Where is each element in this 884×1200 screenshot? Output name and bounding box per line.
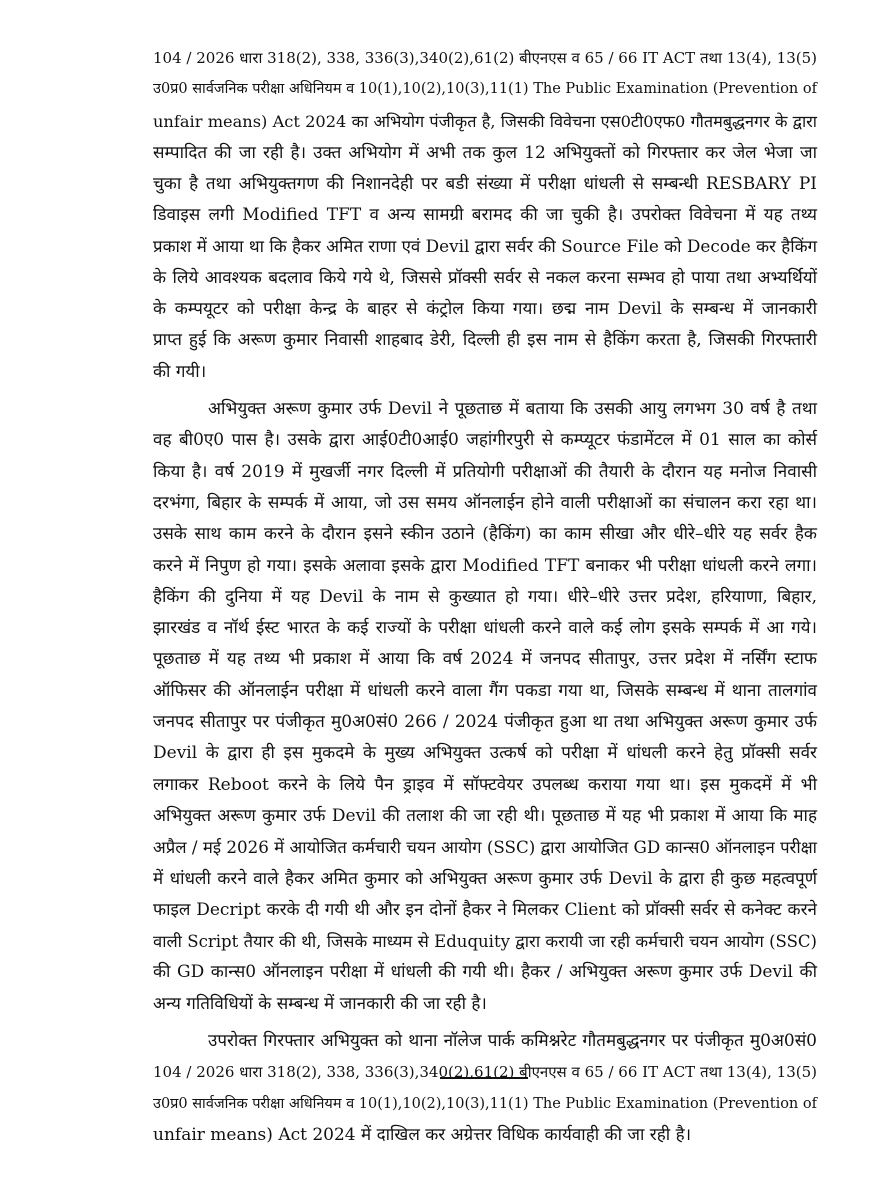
paragraph-2-line-10: ऑफिसर की ऑनलाईन परीक्षा में धांधली करने वाला गैंग पकडा गया था, जिसके सम्बन्ध में थाना तालगांव: [153, 681, 817, 701]
paragraph-2-line-5: उसके साथ काम करने के दौरान इसने स्कीन उठाने (हैकिंग) का काम सीखा और धीरे–धीरे यह सर्वर हैक: [153, 524, 817, 544]
paragraph-3-line-4: unfair means) Act 2024 में दाखिल कर अग्रेत्तर विधिक कार्यवाही की जा रही है।: [153, 1125, 692, 1145]
paragraph-2-line-4: दरभंगा, बिहार के सम्पर्क में आया, जो उस समय ऑनलाईन होने वाली परीक्षाओं का संचालन करा रहा था।: [153, 493, 817, 513]
paragraph-3-line-1: उपरोक्त गिरफ्तार अभियुक्त को थाना नॉलेज पार्क कमिश्नरेट गौतमबुद्धनगर पर पंजीकृत मु0अ0सं0: [208, 1031, 817, 1051]
paragraph-1-line-1: 104 / 2026 धारा 318(2), 338, 336(3),340(2),61(2) बीएनएस व 65 / 66 IT ACT तथा 13(4), 13(5): [153, 49, 817, 67]
paragraph-2-line-3: किया है। वर्ष 2019 में मुखर्जी नगर दिल्ली में प्रतियोगी परीक्षाओं की तैयारी के दौरान यह मनोज निवासी: [153, 462, 817, 482]
paragraph-2-line-17: फाइल Decript करके दी गयी थी और इन दोनों हैकर ने मिलकर Client को प्रॉक्सी सर्वर से कनेक्ट करने: [153, 900, 817, 920]
paragraph-3-line-2: 104 / 2026 धारा 318(2), 338, 336(3),340(2),61(2) बीएनएस व 65 / 66 IT ACT तथा 13(4), 13(5): [153, 1063, 817, 1081]
paragraph-1-line-7: प्रकाश में आया था कि हैकर अमित राणा एवं Devil द्वारा सर्वर की Source File को Decode कर हैकिंग: [153, 236, 817, 256]
paragraph-2-line-11: जनपद सीतापुर पर पंजीकृत मु0अ0सं0 266 / 2024 पंजीकृत हुआ था तथा अभियुक्त अरूण कुमार उर्फ: [153, 712, 817, 732]
paragraph-2-line-7: हैकिंग की दुनिया में यह Devil के नाम से कुख्यात हो गया। धीरे–धीरे उत्तर प्रदेश, हरियाणा, बिहार,: [153, 587, 817, 607]
paragraph-1-line-6: डिवाइस लगी Modified TFT व अन्य सामग्री बरामद की जा चुकी है। उपरोक्त विवेचना में यह तथ्य: [153, 205, 817, 225]
paragraph-2-line-16: में धांधली करने वाले हैकर अमित कुमार को अभियुक्त अरूण कुमार उर्फ Devil के द्वारा ही कुछ महत्वपूर्ण: [153, 869, 817, 889]
paragraph-2-line-9: पूछताछ में यह तथ्य भी प्रकाश में आया कि वर्ष 2024 में जनपद सीतापुर, उत्तर प्रदेश में नर्सिंग स्टाफ: [153, 649, 817, 669]
paragraph-2-line-13: लगाकर Reboot करने के लिये पैन ड्राइव में सॉफ्टवेयर उपलब्ध कराया गया था। इस मुकदमें में भी: [153, 775, 817, 795]
paragraph-2-line-6: करने में निपुण हो गया। इसके अलावा इसके द्वारा Modified TFT बनाकर भी परीक्षा धांधली करने लगा।: [153, 556, 817, 576]
paragraph-1-line-11: की गयी।: [153, 362, 207, 382]
paragraph-2-line-2: वह बी0ए0 पास है। उसके द्वारा आई0टी0आई0 जहांगीरपुरी से कम्प्यूटर फंडामेंटल में 01 साल का कोर्स: [153, 430, 817, 450]
paragraph-1-line-4: सम्पादित की जा रही है। उक्त अभियोग में अभी तक कुल 12 अभियुक्तों को गिरफ्तार कर जेल भेजा जा: [153, 143, 817, 163]
paragraph-2-line-20: अन्य गतिविधियों के सम्बन्ध में जानकारी की जा रही है।: [153, 994, 487, 1014]
paragraph-1-line-9: के कम्पयूटर को परीक्षा केन्द्र के बाहर से कंट्रोल किया गया। छद्म नाम Devil के सम्बन्ध में जानकारी: [153, 299, 817, 319]
paragraph-2-line-12: Devil के द्वारा ही इस मुकदमे के मुख्य अभियुक्त उत्कर्ष को परीक्षा में धांधली करने हेतु प्रॉक्सी सर्वर: [153, 743, 817, 763]
paragraph-2-line-19: की GD कान्स0 ऑनलाइन परीक्षा में धांधली की गयी थी। हैकर / अभियुक्त अरूण कुमार उर्फ Devil की: [153, 962, 817, 982]
paragraph-2-line-15: अप्रैल / मई 2026 में आयोजित कर्मचारी चयन आयोग (SSC) द्वारा आयोजित GD कान्स0 ऑनलाइन परीक्षा: [153, 837, 817, 857]
paragraph-1-line-5: चुका है तथा अभियुक्तगण की निशानदेही पर बडी संख्या में परीक्षा धांधली से सम्बन्धी RESBARY PI: [153, 174, 817, 194]
paragraph-1-line-2: उ0प्र0 सार्वजनिक परीक्षा अधिनियम व 10(1),10(2),10(3),11(1) The Public Examination (Prevention of: [153, 81, 817, 97]
paragraph-1-line-8: के लिये आवश्यक बदलाव किये गये थे, जिससे प्रॉक्सी सर्वर से नकल करना सम्भव हो पाया तथा अभ्यर्थियों: [153, 268, 817, 288]
paragraph-2-line-18: वाली Script तैयार की थी, जिसके माध्यम से Eduquity द्वारा करायी जा रही कर्मचारी चयन आयोग (SSC): [153, 932, 817, 951]
paragraph-2-line-14: अभियुक्त अरूण कुमार उर्फ Devil की तलाश की जा रही थी। पूछताछ में यह भी प्रकाश में आया कि माह: [153, 806, 817, 826]
paragraph-3-line-3: उ0प्र0 सार्वजनिक परीक्षा अधिनियम व 10(1),10(2),10(3),11(1) The Public Examination (Prevention of: [153, 1096, 817, 1112]
paragraph-2-line-8: झारखंड व नॉर्थ ईस्ट भारत के कई राज्यों के परीक्षा धांधली करने वाले कई लोग इसके सम्पर्क में आ गये।: [153, 618, 817, 638]
end-of-document-rule: [440, 1077, 528, 1080]
paragraph-2-line-1: अभियुक्त अरूण कुमार उर्फ Devil ने पूछताछ में बताया कि उसकी आयु लगभग 30 वर्ष है तथा: [208, 399, 817, 419]
paragraph-1-line-3: unfair means) Act 2024 का अभियोग पंजीकृत है, जिसकी विवेचना एस0टी0एफ0 गौतमबुद्धनगर के द्वारा: [153, 112, 817, 131]
paragraph-1-line-10: प्राप्त हुई कि अरूण कुमार निवासी शाहबाद डेरी, दिल्ली ही इस नाम से हैकिंग करता है, जिसकी गिरफ्तारी: [153, 330, 817, 350]
